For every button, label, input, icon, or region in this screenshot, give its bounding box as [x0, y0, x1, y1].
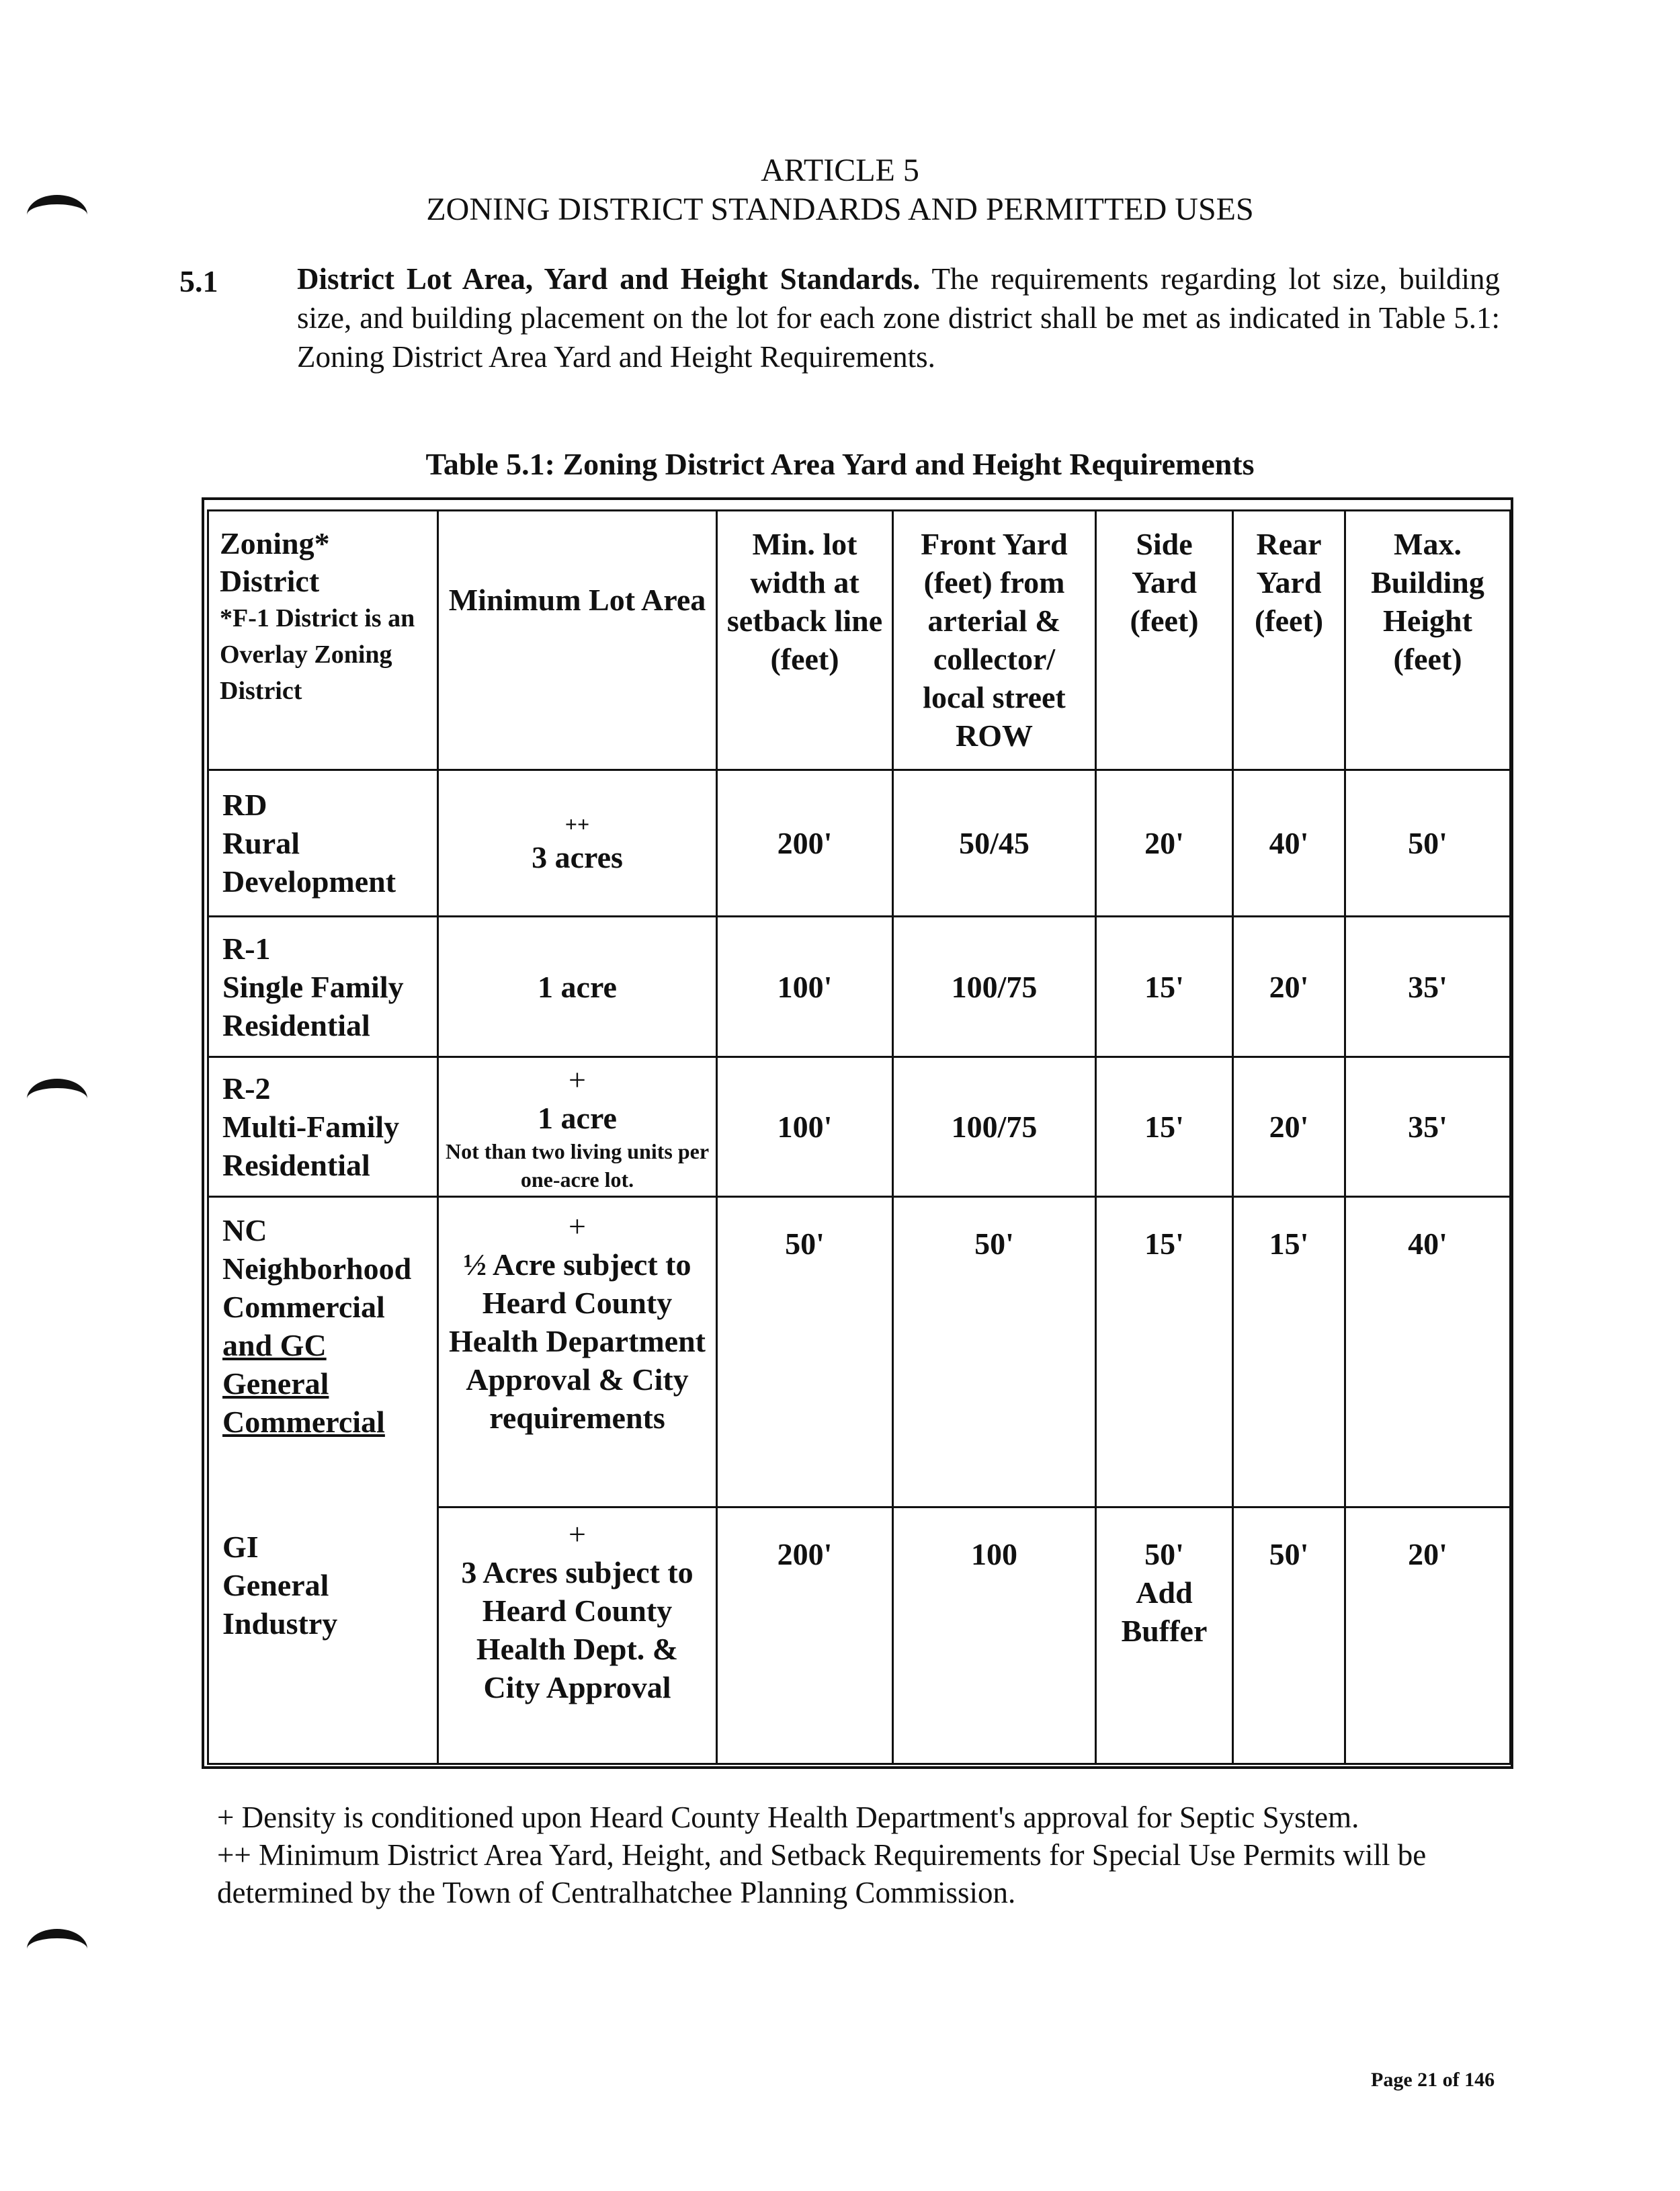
max-height: 35': [1345, 1057, 1511, 1197]
district-code: GI: [222, 1529, 259, 1564]
lot-area-cell: [438, 1507, 717, 1764]
footnote-mark: +: [569, 1209, 586, 1243]
max-height: 35': [1345, 917, 1511, 1057]
side-yard: 15': [1096, 1197, 1233, 1507]
lot-width: 50': [717, 1197, 893, 1507]
table-header-row: [208, 511, 1511, 770]
lot-area-cell: [438, 1197, 717, 1507]
front-yard: 100/75: [893, 917, 1096, 1057]
footnote: ++ Minimum District Area Yard, Height, and Setback Requirements for Special Use Permits will be determined by the Town of Centralhatchee Planning Commission.: [217, 1838, 1427, 1909]
front-yard: 100/75: [893, 1057, 1096, 1197]
article-number: ARTICLE 5: [761, 153, 919, 188]
district-cell: [208, 770, 438, 917]
lot-area: 3 acres: [532, 840, 623, 874]
rear-yard: 40': [1233, 770, 1345, 917]
lot-width: 100': [717, 917, 893, 1057]
side-yard: 15': [1096, 917, 1233, 1057]
district-code: R-2: [222, 1071, 271, 1106]
table-row: [208, 1197, 1511, 1507]
lot-width: 200': [717, 1507, 893, 1764]
rear-yard: 20': [1233, 917, 1345, 1057]
zoning-requirements-table: [207, 509, 1511, 1765]
lot-area-cell: [438, 1057, 717, 1197]
side-yard: 20': [1096, 770, 1233, 917]
district-name: General Industry: [222, 1567, 338, 1641]
footnote: + Density is conditioned upon Heard County Health Department's approval for Septic System.: [217, 1801, 1359, 1834]
district-cell: [208, 917, 438, 1057]
table-row: [208, 770, 1511, 917]
district-code: R-1: [222, 931, 271, 966]
footnote-mark: +: [569, 1517, 586, 1551]
max-height: 20': [1345, 1507, 1511, 1764]
district-cell: [208, 1507, 438, 1764]
lot-area: 3 Acres subject to Heard County Health Dept. & City Approval: [461, 1555, 694, 1704]
max-height: 40': [1345, 1197, 1511, 1507]
district-cell: [208, 1057, 438, 1197]
district-code: RD: [222, 788, 267, 822]
side-yard-extra: Add Buffer: [1121, 1575, 1208, 1648]
header-district: [208, 511, 438, 770]
section-heading: District Lot Area, Yard and Height Standards.: [297, 262, 921, 296]
header-front-yard: Front Yard (feet) from arterial & collector/ local street ROW: [893, 511, 1096, 770]
header-min-lot-area: Minimum Lot Area: [438, 511, 717, 770]
rear-yard: 50': [1233, 1507, 1345, 1764]
header-district-note: *F-1 District is an Overlay Zoning District: [220, 604, 415, 705]
side-yard: 15': [1096, 1057, 1233, 1197]
section-number: 5.1: [179, 264, 218, 298]
footnote-mark: ++: [564, 812, 590, 836]
lot-area: 1 acre: [538, 1100, 617, 1135]
front-yard: 100: [893, 1507, 1096, 1764]
header-max-height: Max. Building Height (feet): [1345, 511, 1511, 770]
district-code: NC: [222, 1213, 267, 1247]
lot-area: ½ Acre subject to Heard County Health Department Approval & City requirements: [449, 1247, 706, 1435]
district-name: Rural Development: [222, 826, 396, 899]
table-row: [208, 917, 1511, 1057]
table-row: [208, 1507, 1511, 1764]
lot-area-cell: [438, 770, 717, 917]
header-min-lot-width: Min. lot width at setback line (feet): [717, 511, 893, 770]
binder-hole-mark: [27, 1929, 87, 1969]
side-yard: 50': [1144, 1537, 1184, 1571]
lot-area: 1 acre: [438, 917, 717, 1057]
footnote-mark: +: [569, 1062, 586, 1097]
lot-width: 200': [717, 770, 893, 917]
side-yard-cell: [1096, 1507, 1233, 1764]
header-side-yard: Side Yard (feet): [1096, 511, 1233, 770]
table-caption: Table 5.1: Zoning District Area Yard and Height Requirements: [425, 447, 1255, 481]
footnotes: [217, 1799, 1494, 1911]
front-yard: 50': [893, 1197, 1096, 1507]
article-title: ZONING DISTRICT STANDARDS AND PERMITTED USES: [426, 192, 1254, 227]
binder-hole-mark: [27, 1079, 87, 1119]
page-number: Page 21 of 146: [1371, 2069, 1495, 2091]
table-row: [208, 1057, 1511, 1197]
max-height: 50': [1345, 770, 1511, 917]
header-rear-yard: Rear Yard (feet): [1233, 511, 1345, 770]
rear-yard: 15': [1233, 1197, 1345, 1507]
rear-yard: 20': [1233, 1057, 1345, 1197]
header-district-label: Zoning*: [220, 526, 330, 561]
district-cell: [208, 1197, 438, 1507]
section-paragraph: [297, 259, 1500, 376]
district-name: Multi-Family Residential: [222, 1110, 400, 1182]
lot-area-note: Not than two living units per one-acre lot.: [445, 1139, 710, 1192]
district-name: Single Family Residential: [222, 969, 404, 1042]
section-body: The requirements regarding lot size, building size, and building placement on the lot for each zone district shall be met as indicated in Table 5.1: Zoning District Area Yard and Height Requirements.: [297, 262, 1500, 374]
district-name-extra: and GC General Commercial: [222, 1328, 385, 1439]
front-yard: 50/45: [893, 770, 1096, 917]
header-district-label: District: [220, 564, 320, 598]
lot-width: 100': [717, 1057, 893, 1197]
district-name: Neighborhood Commercial: [222, 1251, 412, 1324]
